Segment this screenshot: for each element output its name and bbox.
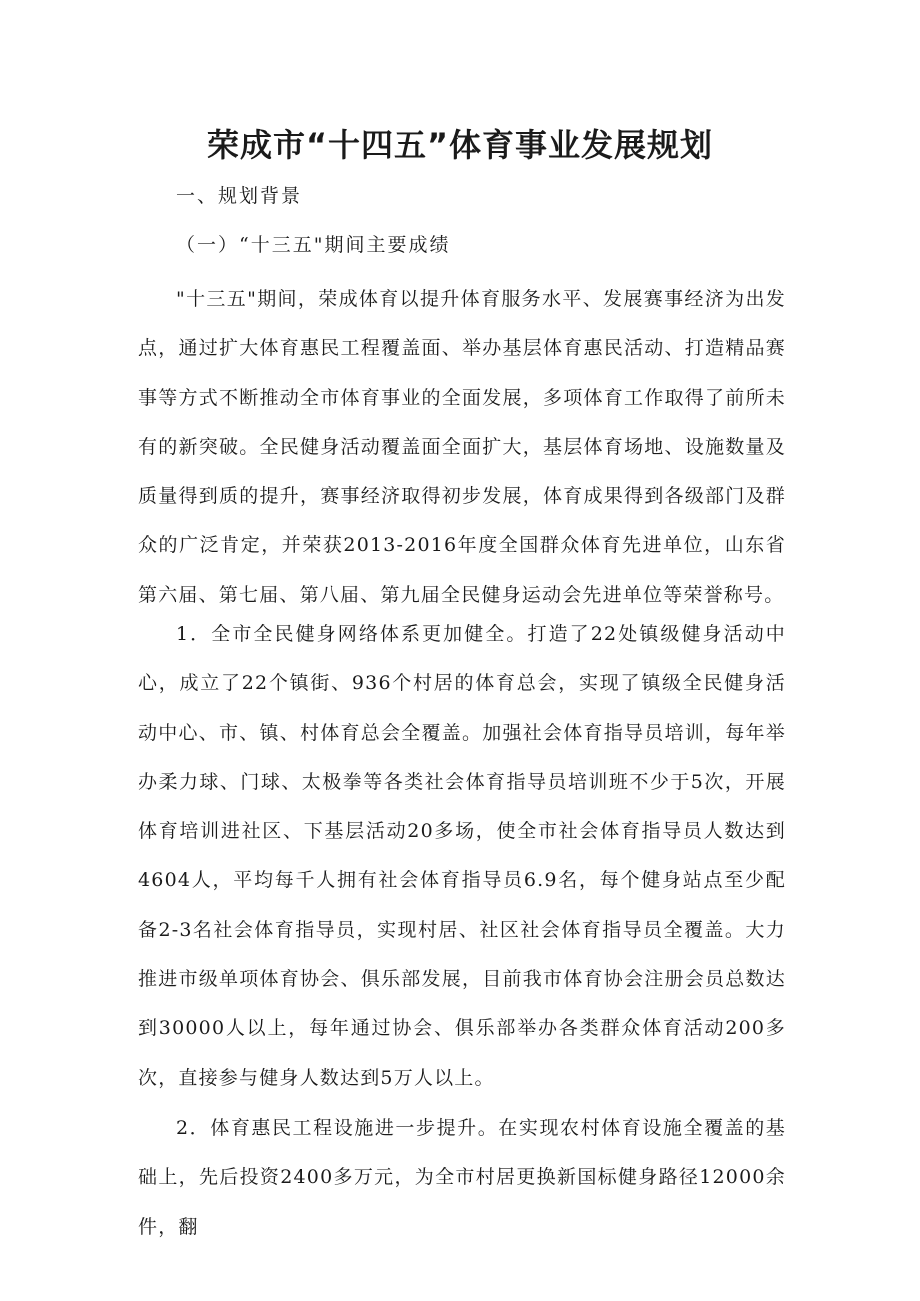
paragraph-facilities: 2．体育惠民工程设施进一步提升。在实现农村体育设施全覆盖的基础上，先后投资2400多万元，为全市村居更换新国标健身路径12000余件，翻 bbox=[138, 1117, 786, 1238]
paragraph-fitness-network: 1．全市全民健身网络体系更加健全。打造了22处镇级健身活动中心，成立了22个镇街、936个村居的体育总会，实现了镇级全民健身活动中心、市、镇、村体育总会全覆盖。加强社会体育指导员培训，每年举办柔力球、门球、太极拳等各类社会体育指导员培训班不少于5次，开展体育培训进社区、下基层活动20多场，使全市社会体育指导员人数达到4604人，平均每千人拥有社会体育指导员6.9名，每个健身站点至少配备2-3名社会体育指导员，实现村居、社区社会体育指导员全覆盖。大力推进市级单项体育协会、俱乐部发展，目前我市体育协会注册会员总数达到30000人以上，每年通过协会、俱乐部举办各类群众体育活动200多次，直接参与健身人数达到5万人以上。 bbox=[138, 623, 786, 1089]
subsection-heading: （一）“十三五"期间主要成绩 bbox=[176, 234, 451, 256]
paragraph-overview: "十三五"期间，荣成体育以提升体育服务水平、发展赛事经济为出发点，通过扩大体育惠民工程覆盖面、举办基层体育惠民活动、打造精品赛事等方式不断推动全市体育事业的全面发展，多项体育工作取得了前所未有的新突破。全民健身活动覆盖面全面扩大，基层体育场地、设施数量及质量得到质的提升，赛事经济取得初步发展，体育成果得到各级部门及群众的广泛肯定，并荣获2013-2016年度全国群众体育先进单位，山东省第六届、第七届、第八届、第九届全民健身运动会先进单位等荣誉称号。 bbox=[138, 288, 786, 606]
document-title: 荣成市“十四五”体育事业发展规划 bbox=[206, 126, 714, 164]
section-heading: 一、规划背景 bbox=[176, 185, 303, 207]
